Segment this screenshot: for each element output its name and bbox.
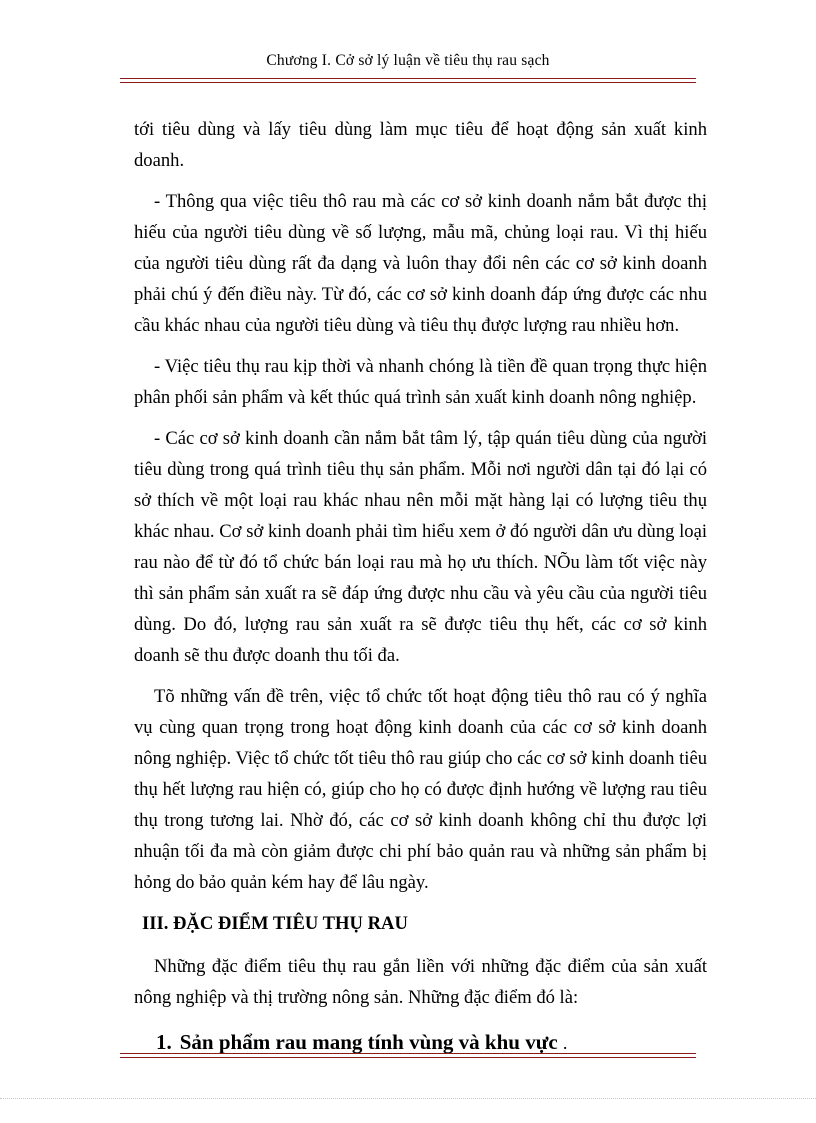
- chapter-header: Chương I. Cở sở lý luận về tiêu thụ rau sạch: [266, 52, 550, 69]
- section-intro: Những đặc điểm tiêu thụ rau gắn liền với những đặc điểm của sản xuất nông nghiệp và thị trường nông sản. Những đặc điểm đó là:: [134, 956, 707, 1008]
- paragraph-bullet-2: - Việc tiêu thụ rau kịp thời và nhanh chóng là tiền đề quan trọng thực hiện phân phối sản phẩm và kết thúc quá trình sản xuất kinh doanh nông nghiệp.: [134, 356, 707, 408]
- subsection-number: 1.: [156, 1030, 172, 1054]
- page-body: [134, 114, 707, 1072]
- footer-rule: [120, 1053, 696, 1058]
- paragraph-bullet-3: - Các cơ sở kinh doanh cần nắm bắt tâm lý, tập quán tiêu dùng của người tiêu dùng trong quá trình tiêu thụ sản phẩm. Mỗi nơi người dân tại đó lại có sở thích về một loại rau khác nhau nên mỗi mặt hàng lại có lượng tiêu thụ khác nhau. Cơ sở kinh doanh phải tìm hiểu xem ở đó người dân ưu dùng loại rau nào để từ đó tổ chức bán loại rau mà họ ưu thích. NÕu làm tốt việc này thì sản phẩm sản xuất ra sẽ đáp ứng được nhu cầu và yêu cầu của người tiêu dùng. Do đó, lượng rau sản xuất ra sẽ được tiêu thụ hết, các cơ sở kinh doanh sẽ thu được doanh thu tối đa.: [134, 428, 707, 666]
- subsection-period: .: [562, 1033, 568, 1053]
- paragraph-continuation: tới tiêu dùng và lấy tiêu dùng làm mục tiêu để hoạt động sản xuất kinh doanh.: [134, 119, 707, 171]
- section-heading: III. ĐẶC ĐIỂM TIÊU THỤ RAU: [142, 913, 408, 934]
- subsection-title: Sản phẩm rau mang tính vùng và khu vực: [179, 1030, 558, 1054]
- page-bottom-border: [0, 1098, 816, 1099]
- paragraph-conclusion: Tõ những vấn đề trên, việc tổ chức tốt hoạt động tiêu thô rau có ý nghĩa vụ cùng quan trọng trong hoạt động kinh doanh của các cơ sở kinh doanh nông nghiệp. Việc tổ chức tốt tiêu thô rau giúp cho các cơ sở kinh doanh tiêu thụ hết lượng rau hiện có, giúp cho họ có được định hướng về lượng rau tiêu thụ trong tương lai. Nhờ đó, các cơ sở kinh doanh không chỉ thu được lợi nhuận tối đa mà còn giảm được chi phí bảo quản rau và những sản phẩm bị hỏng do bảo quản kém hay để lâu ngày.: [134, 686, 707, 893]
- header-rule: [120, 78, 696, 83]
- paragraph-bullet-1: - Thông qua việc tiêu thô rau mà các cơ sở kinh doanh nắm bắt được thị hiếu của người tiêu dùng về số lượng, mẫu mã, chủng loại rau. Vì thị hiếu của người tiêu dùng rất đa dạng và luôn thay đổi nên các cơ sở kinh doanh phải chú ý đến điều này. Từ đó, các cơ sở kinh doanh đáp ứng được các nhu cầu khác nhau của người tiêu dùng và tiêu thụ được lượng rau nhiều hơn.: [134, 191, 707, 336]
